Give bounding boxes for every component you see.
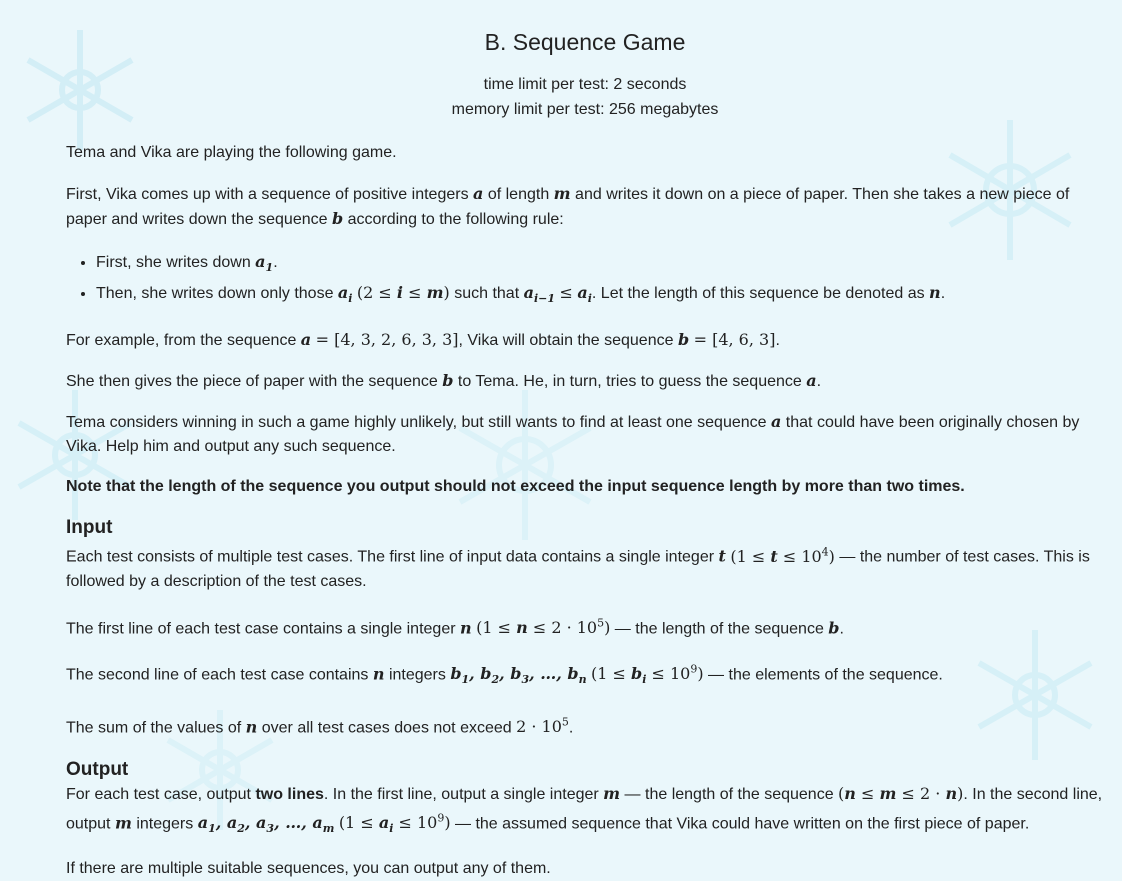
note-paragraph: Note that the length of the sequence you output should not exceed the input sequence length by more than two times.	[66, 478, 965, 496]
input-paragraph-1: Each test consists of multiple test cases. The first line of input data contains a single integer t $(1 \le t \le 10^4)$ — the number of test cases. This is followed by a description of the test cases.	[66, 545, 1090, 590]
output-paragraph-1: For each test case, output two lines. In the first line, output a single integer m — the length of the sequence (n ≤ m ≤ 2 · n). In the second line, output m integers $a_1$, $a_2$, $a_3$, …, $a_m$ $(1 \le a_i \le 10^9)$ — the assumed sequence that Vika could have written on the first piece of paper.	[66, 783, 1103, 836]
output-paragraph-2: If there are multiple suitable sequences, you can output any of them.	[66, 860, 551, 878]
rule-paragraph: First, Vika comes up with a sequence of positive integers a of length m and writes it down on a piece of paper. Then she takes a new piece of paper and writes down the sequence b according to the following rule:	[66, 184, 1070, 228]
input-paragraph-3: The second line of each test case contains n integers $b_1$, $b_2$, $b_3$, …, $b_n$ $(1 \le b_i \le 10^9)$ — the elements of the sequence.	[66, 663, 943, 687]
input-paragraph-4: The sum of the values of n over all test cases does not exceed $2 \cdot 10^5$.	[66, 715, 574, 736]
problem-title: B. Sequence Game	[484, 29, 686, 55]
input-heading: Input	[66, 517, 113, 539]
list-item: • First, she writes down $a_1$.	[96, 249, 1104, 280]
memory-limit: memory limit per test: 256 megabytes	[451, 101, 719, 118]
output-heading: Output	[66, 758, 129, 780]
tema-paragraph: Tema considers winning in such a game highly unlikely, but still wants to find at least one sequence a that could have been originally chosen by Vika. Help him and output any such sequence.	[66, 412, 1080, 456]
time-limit: time limit per test: 2 seconds	[483, 76, 687, 93]
list-item: • Then, she writes down only those $a_i$ (2 ≤ i ≤ m) such that $a_{i-1} \le a_i$. Let the length of this sequence be denoted as n.	[96, 280, 1104, 311]
example-paragraph: For example, from the sequence a = [4, 3, 2, 6, 3, 3], Vika will obtain the sequence b = [4, 6, 3].	[66, 330, 780, 350]
rule-list	[66, 249, 1104, 311]
intro-paragraph: Tema and Vika are playing the following game.	[66, 144, 397, 161]
problem-header	[66, 0, 1104, 122]
input-paragraph-2: The first line of each test case contains a single integer n $(1 \le n \le 2 \cdot 10^5)$ — the length of the sequence b.	[66, 616, 844, 638]
give-paragraph: She then gives the piece of paper with the sequence b to Tema. He, in turn, tries to guess the sequence a.	[66, 371, 822, 391]
